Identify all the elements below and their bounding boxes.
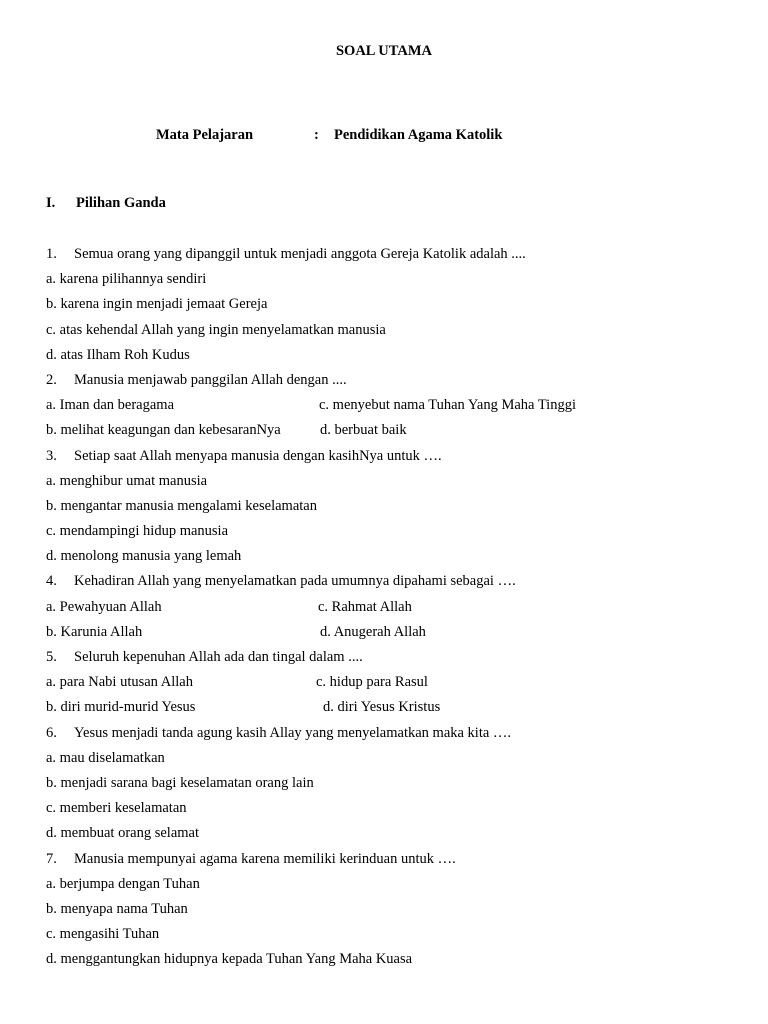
answer-option: c. Rahmat Allah	[318, 598, 412, 615]
question-number: 5.	[46, 649, 57, 665]
question-number: 1.	[46, 246, 57, 262]
question-item	[46, 571, 746, 596]
question-number: 3.	[46, 447, 57, 464]
question-text: Semua orang yang dipanggil untuk menjadi anggota Gereja Katolik adalah ....	[74, 246, 526, 262]
answer-option: d. menggantungkan hidupnya kepada Tuhan Yang Maha Kuasa	[46, 951, 413, 968]
answer-option: b. Karunia Allah	[46, 623, 143, 640]
answer-option: c. mengasihi Tuhan	[46, 926, 160, 943]
question-text: Kehadiran Allah yang menyelamatkan pada umumnya dipahami sebagai ….	[74, 573, 516, 590]
answer-option: a. berjumpa dengan Tuhan	[46, 875, 200, 892]
subject-value: Pendidikan Agama Katolik	[334, 127, 503, 143]
question-text: Manusia mempunyai agama karena memiliki kerinduan untuk ….	[74, 850, 456, 867]
question-text: Yesus menjadi tanda agung kasih Allay yang menyelamatkan maka kita ….	[74, 724, 512, 741]
answer-option: b. diri murid-murid Yesus	[46, 699, 196, 716]
subject-line	[156, 127, 502, 144]
answer-option: d. atas Ilham Roh Kudus	[46, 346, 190, 363]
answer-option: b. menjadi sarana bagi keselamatan orang lain	[46, 774, 314, 791]
option-row	[46, 672, 746, 697]
option-row	[46, 697, 746, 722]
answer-option: c. atas kehendal Allah yang ingin menyelamatkan manusia	[46, 321, 386, 338]
option-row	[46, 269, 746, 294]
option-row	[46, 773, 746, 798]
question-text: Setiap saat Allah menyapa manusia dengan kasihNya untuk ….	[74, 447, 442, 464]
subject-label: Mata Pelajaran	[156, 127, 254, 143]
option-row	[46, 597, 746, 622]
answer-option: b. melihat keagungan dan kebesaranNya	[46, 422, 281, 439]
question-number: 7.	[46, 850, 57, 867]
question-text: Manusia menjawab panggilan Allah dengan ....	[74, 371, 347, 388]
answer-option: a. karena pilihannya sendiri	[46, 271, 207, 288]
question-number: 6.	[46, 724, 57, 741]
question-text: Seluruh kepenuhan Allah ada dan tingal dalam ....	[74, 649, 363, 665]
option-row	[46, 320, 746, 345]
option-row	[46, 949, 746, 974]
option-row	[46, 395, 746, 420]
answer-option: d. diri Yesus Kristus	[323, 699, 441, 716]
question-number: 2.	[46, 371, 57, 388]
answer-option: d. Anugerah Allah	[320, 623, 426, 640]
option-row	[46, 521, 746, 546]
section-title: Pilihan Ganda	[76, 195, 166, 211]
answer-option: d. membuat orang selamat	[46, 825, 200, 842]
answer-option: c. mendampingi hidup manusia	[46, 523, 229, 540]
option-row	[46, 874, 746, 899]
answer-option: c. memberi keselamatan	[46, 800, 187, 817]
option-row	[46, 546, 746, 571]
option-row	[46, 420, 746, 445]
answer-option: a. Iman dan beragama	[46, 397, 175, 414]
answer-option: d. menolong manusia yang lemah	[46, 548, 242, 565]
question-item	[46, 244, 746, 269]
answer-option: a. menghibur umat manusia	[46, 472, 208, 489]
option-row	[46, 798, 746, 823]
answer-option: b. mengantar manusia mengalami keselamatan	[46, 497, 317, 514]
answer-option: a. para Nabi utusan Allah	[46, 674, 193, 691]
option-row	[46, 471, 746, 496]
answer-option: a. Pewahyuan Allah	[46, 598, 162, 615]
question-number: 4.	[46, 573, 57, 590]
document-title: SOAL UTAMA	[335, 43, 432, 59]
option-row	[46, 496, 746, 521]
question-list	[46, 244, 746, 974]
section-number: I.	[46, 195, 56, 211]
question-item	[46, 370, 746, 395]
option-row	[46, 622, 746, 647]
answer-option: d. berbuat baik	[320, 422, 407, 439]
answer-option: b. karena ingin menjadi jemaat Gereja	[46, 296, 268, 313]
answer-option: b. menyapa nama Tuhan	[46, 900, 188, 917]
subject-colon: :	[314, 127, 319, 143]
option-row	[46, 823, 746, 848]
option-row	[46, 899, 746, 924]
question-item	[46, 446, 746, 471]
answer-option: c. menyebut nama Tuhan Yang Maha Tinggi	[319, 397, 576, 414]
option-row	[46, 294, 746, 319]
answer-option: a. mau diselamatkan	[46, 749, 165, 766]
question-item	[46, 647, 746, 672]
question-item	[46, 849, 746, 874]
option-row	[46, 924, 746, 949]
option-row	[46, 748, 746, 773]
question-item	[46, 723, 746, 748]
section-heading	[46, 195, 166, 212]
option-row	[46, 345, 746, 370]
answer-option: c. hidup para Rasul	[316, 674, 428, 691]
